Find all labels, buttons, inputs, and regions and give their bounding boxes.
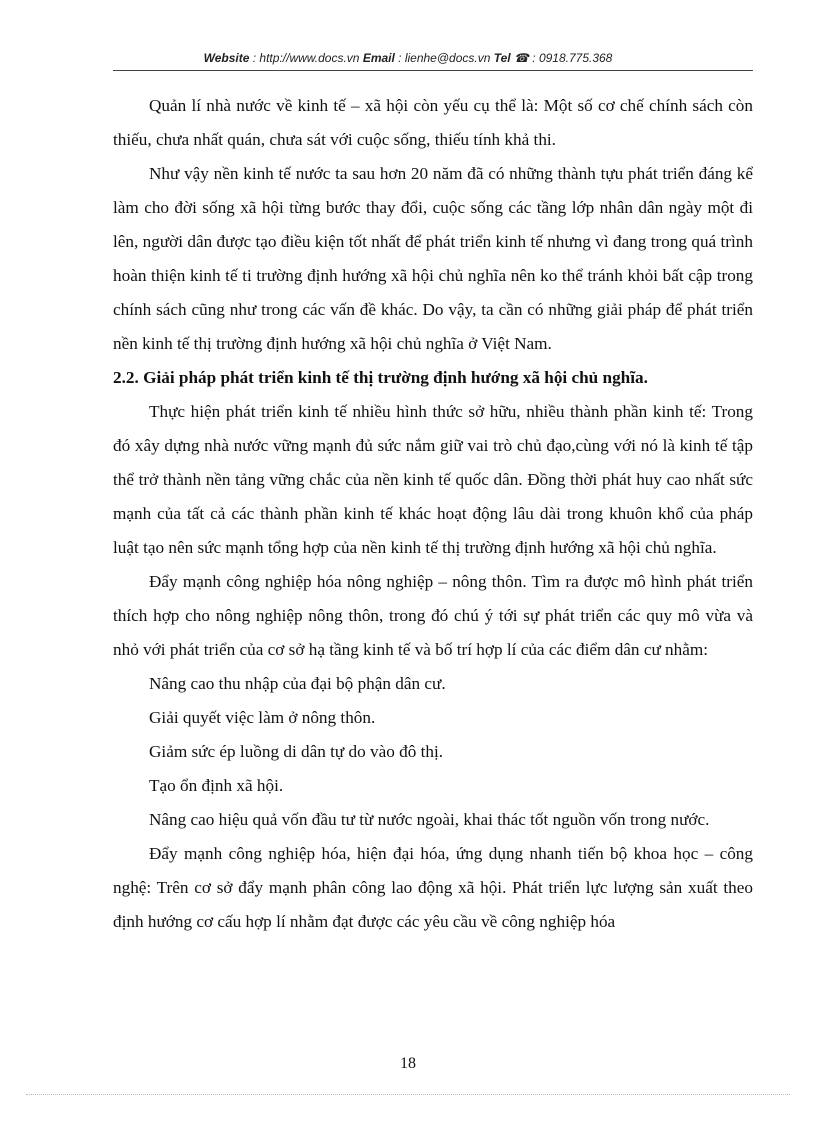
list-item: Giảm sức ép luồng di dân tự do vào đô thị.	[149, 742, 444, 761]
website-label: Website	[203, 51, 250, 65]
list-item: Tạo ổn định xã hội.	[149, 776, 284, 795]
phone-icon: ☎	[513, 51, 529, 65]
paragraph-management: Quản lí nhà nước về kinh tế – xã hội còn yếu cụ thể là: Một số cơ chế chính sách còn thiếu, chưa nhất quán, chưa sát với cuộc sống, thiếu tính khả thi.	[113, 96, 753, 149]
page-header	[0, 51, 816, 65]
list-item: Nâng cao hiệu quả vốn đầu tư từ nước ngoài, khai thác tốt nguồn vốn trong nước.	[149, 810, 710, 829]
paragraph-economy-overview: Như vậy nền kinh tế nước ta sau hơn 20 năm đã có những thành tựu phát triển đáng kể làm cho đời sống xã hội từng bước thay đổi, cuộc sống các tầng lớp nhân dân ngày một đi lên, người dân được tạo điều kiện tốt nhất để phát triển kinh tế nhưng vì đang trong quá trình hoàn thiện kinh tế ti trường định hướng xã hội chủ nghĩa nên ko thể tránh khỏi bất cập trong chính sách cũng như trong các vấn đề khác. Do vậy, ta cần có những giải pháp để phát triển nền kinh tế thị trường định hướng xã hội chủ nghĩa ở Việt Nam.	[113, 164, 753, 353]
list-item: Giải quyết việc làm ở nông thôn.	[149, 708, 376, 727]
email-label: Email	[362, 51, 395, 65]
tel-value: : 0918.775.368	[528, 51, 613, 65]
footer-divider	[26, 1094, 790, 1095]
page-number: 18	[400, 1055, 416, 1072]
section-heading: 2.2. Giải pháp phát triển kinh tế thị trường định hướng xã hội chủ nghĩa.	[113, 368, 648, 387]
website-value: : http://www.docs.vn	[249, 51, 363, 65]
email-value: : lienhe@docs.vn	[394, 51, 494, 65]
list-item: Nâng cao thu nhập của đại bộ phận dân cư.	[149, 674, 446, 693]
document-body	[113, 89, 753, 939]
header-divider	[113, 70, 753, 71]
paragraph-ownership: Thực hiện phát triển kinh tế nhiều hình thức sở hữu, nhiều thành phần kinh tế: Trong đó xây dựng nhà nước vững mạnh đủ sức nắm giữ vai trò chủ đạo,cùng với nó là kinh tế tập thể trở thành nền tảng vững chắc của nền kinh tế quốc dân. Đồng thời phát huy cao nhất sức mạnh của tất cả các thành phần kinh tế khác hoạt động lâu dài trong khuôn khổ của pháp luật tạo nên sức mạnh tổng hợp của nền kinh tế thị trường định hướng xã hội chủ nghĩa.	[113, 402, 753, 557]
paragraph-industrialization: Đẩy mạnh công nghiệp hóa, hiện đại hóa, ứng dụng nhanh tiến bộ khoa học – công nghệ: Trên cơ sở đẩy mạnh phân công lao động xã hội. Phát triển lực lượng sản xuất theo định hướng cơ cấu hợp lí nhằm đạt được các yêu cầu về công nghiệp hóa	[113, 844, 753, 931]
paragraph-agriculture: Đẩy mạnh công nghiệp hóa nông nghiệp – nông thôn. Tìm ra được mô hình phát triển thích hợp cho nông nghiệp nông thôn, trong đó chú ý tới sự phát triển các quy mô vừa và nhỏ với phát triển của cơ sở hạ tầng kinh tế và bố trí hợp lí của các điểm dân cư nhằm:	[113, 572, 753, 659]
tel-label: Tel	[493, 51, 511, 65]
